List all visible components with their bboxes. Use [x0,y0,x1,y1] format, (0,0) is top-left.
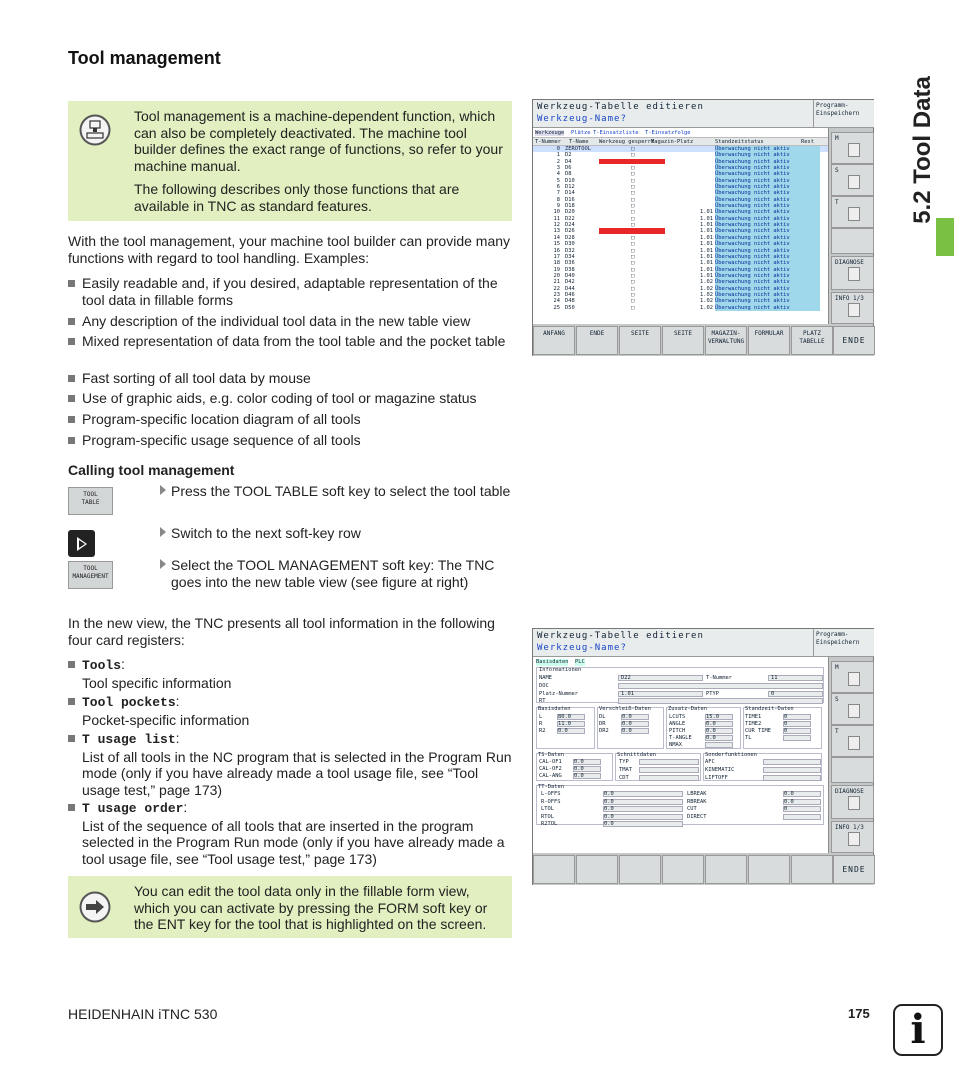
side-key-label: M [835,664,839,671]
cell-locked: □ [631,184,635,191]
cell-name: D42 [565,279,575,286]
field-label: L-OFFS [541,791,561,797]
field-value[interactable]: 0 [783,721,811,727]
cell-tnr: 21 [553,279,560,286]
cell-name: D2 [565,152,572,159]
tool-icon [848,267,860,281]
field-label: CAL-ANG [539,773,562,779]
cell-tnr: 23 [553,291,560,298]
field-value[interactable] [639,775,699,781]
cell-status: Überwachung nicht aktiv [715,235,820,241]
field-value[interactable]: 0.0 [603,814,683,820]
cell-tnr: 10 [553,209,560,216]
field-label: ANGLE [669,721,686,727]
field-label: CAL-OF1 [539,759,562,765]
screen-title: Werkzeug-Tabelle editieren [537,631,704,641]
cell-name: D48 [565,298,575,305]
softkey[interactable]: SEITE [619,326,661,355]
cell-locked: □ [631,285,635,292]
cell-name: D12 [565,184,575,191]
side-key[interactable] [831,661,874,693]
cell-name: D28 [565,234,575,241]
group-heading: TS-Daten [538,752,564,758]
tab-2[interactable]: Plätze [571,130,591,136]
cell-status: Überwachung nicht aktiv [715,222,820,228]
list-item: Fast sorting of all tool data by mouse [68,370,513,387]
cell-name: D40 [565,272,575,279]
field-value[interactable]: 0 [783,714,811,720]
tool-form-screenshot: Werkzeug-Tabelle editieren Werkzeug-Name? Programm- Einspeichern Basisdaten PLC Informationen NAME D22 T-Nummer 11 DOC Platz-Nummer 1.01 PTYP 0 RT Basisdaten Verschleiß-Daten Zusatz-Daten Standzeit-Daten L 80.0 R 11.0 R2 0.0 DL 0.0 DR 0.0 DR2 0.0 LCUTS 15.0 ANGLE 0.0 PITCH 0.0 T-ANGLE 0.0 NMAX TIME1 0 TIME2 0 CUR TIME 0 TL TS-Daten Schnittdaten Sonderfunktionen CAL-OF1 0.0 CAL-OF2 0.0 CAL-ANG 0.0 TYP TMAT CDT AFC KINEMATIC LIFTOFF TT-Daten L-OFFS 0.0 R-OFFS 0.0 LTOL 0.0 RTOL 0.0 R2TOL 0.0 LBREAK 0.0 RBREAK 0.0 CUT 0 DIRECT M S T DIAGNOSE INFO 1/3 ENDE [532,628,874,885]
cell-name: D50 [565,304,575,311]
field-value[interactable]: 0.0 [783,791,821,797]
step-2: Switch to the next soft-key row [160,525,515,542]
screen-prompt: Werkzeug-Name? [537,114,627,124]
cell-status: Überwachung nicht aktiv [715,298,820,304]
cell-tnr: 25 [553,304,560,311]
softkey[interactable]: FORMULAR [748,326,790,355]
cell-locked: □ [631,272,635,279]
new-view-text: In the new view, the TNC presents all tool information in the following four card registers: [68,615,495,648]
machine-note [68,101,512,221]
cell-locked: □ [631,152,635,159]
cell-locked: □ [631,222,635,229]
cell-tnr: 9 [556,203,560,210]
cell-tnr: 13 [553,228,560,235]
field-label: TYP [619,759,629,765]
field-value[interactable]: 0.0 [557,728,585,734]
cell-locked: □ [631,171,635,178]
field-label: TIME1 [745,714,762,720]
cell-status: Überwachung nicht aktiv [715,197,820,203]
field-value[interactable]: 11.0 [557,721,585,727]
tool-table-screenshot [532,99,874,356]
cell-name: D26 [565,228,575,235]
field-value[interactable]: 0 [783,728,811,734]
cell-name: D6 [565,165,572,172]
cell-pocket: 1.01 [700,215,713,222]
cell-pocket: 1.01 [700,260,713,267]
cell-name: D4 [565,158,572,165]
side-key-label: S [835,696,839,703]
cell-locked: □ [631,260,635,267]
step-1: Press the TOOL TABLE soft key to select the tool table [160,483,515,500]
cell-pocket: 1.01 [700,253,713,260]
cell-status: Überwachung nicht aktiv [715,216,820,222]
cell-pocket: 1.02 [700,279,713,286]
cell-name: D18 [565,203,575,210]
cell-status: Überwachung nicht aktiv [715,184,820,190]
cell-pocket: 1.01 [700,222,713,229]
list-item: Easily readable and, if you desired, adaptable representation of the tool data in fillable forms [68,275,513,308]
list-item: Any description of the individual tool data in the new table view [68,313,513,330]
screen-prompt: Werkzeug-Name? [537,643,627,653]
field-label: CUR TIME [745,728,771,734]
field-label: TMAT [619,767,632,773]
cell-status: Überwachung nicht aktiv [715,254,820,260]
tool-icon [848,736,860,750]
field-value[interactable]: 15.0 [705,714,733,720]
tool-icon [848,207,860,221]
field-label: L [539,714,543,720]
softkey[interactable]: MAGAZIN- VERWALTUNG [705,326,747,355]
cell-pocket: 1.02 [700,291,713,298]
softkey[interactable]: SEITE [662,326,704,355]
step-3: Select the TOOL MANAGEMENT soft key: The TNC goes into the new table view (see figure at right) [160,557,515,590]
side-key-label: DIAGNOSE [835,788,864,795]
cell-status: Überwachung nicht aktiv [715,146,820,152]
group-heading: Basisdaten [538,706,571,712]
side-key[interactable] [831,821,874,853]
field-label: T-ANGLE [669,735,692,741]
tool-icon [848,832,860,846]
list-item: Program-specific usage sequence of all tools [68,432,513,449]
field-label: R-OFFS [541,798,561,805]
cell-tnr: 0 [556,146,560,152]
field-value[interactable]: 0.0 [573,759,601,765]
cell-locked: □ [631,291,635,298]
register-item: Tools: Tool specific information [68,656,513,691]
field-label: RTOL [541,813,554,820]
tab-basisdaten[interactable]: Basisdaten [536,659,569,665]
cell-status: Überwachung nicht aktiv [715,159,820,165]
field-value[interactable]: 0.0 [621,714,649,720]
field-label: KINEMATIC [705,767,735,773]
locked-marker [599,228,665,234]
field-value[interactable] [763,759,821,765]
section-heading: Calling tool management [68,462,235,478]
cell-locked: □ [631,146,635,152]
tool-machine-icon [79,114,111,146]
side-key-blank[interactable] [831,757,874,783]
cell-tnr: 2 [556,158,560,165]
cell-name: D14 [565,190,575,197]
side-key[interactable] [831,164,874,196]
cell-pocket: 1.01 [700,247,713,254]
cell-tnr: 1 [556,152,560,159]
field-value[interactable]: 0.0 [603,791,683,797]
info-icon: i [893,1004,943,1056]
cell-tnr: 6 [556,184,560,191]
field-label: DL [599,714,606,720]
cell-locked: □ [631,177,635,184]
cell-tnr: 16 [553,247,560,254]
cell-status: Überwachung nicht aktiv [715,178,820,184]
field-label: LCUTS [669,714,686,720]
chapter-color-tab [936,218,954,256]
field-value[interactable] [639,759,699,765]
footer-product: HEIDENHAIN iTNC 530 [68,1006,218,1022]
field-label: R2TOL [541,821,558,827]
field-value[interactable]: 0.0 [705,728,733,734]
cell-pocket: 1.01 [700,209,713,216]
cell-tnr: 4 [556,171,560,178]
cell-status: Überwachung nicht aktiv [715,267,820,273]
cell-name: D44 [565,285,575,292]
cell-locked: □ [631,165,635,172]
register-item: T usage list: List of all tools in the NC program that is selected in the Program Run mode (only if you have already made a tool usage file, see “Tool usage test,” page 173) [68,730,513,798]
side-key-label: DIAGNOSE [835,259,864,266]
side-key-label: INFO 1/3 [835,295,864,302]
screen-title: Werkzeug-Tabelle editieren [537,102,704,112]
field-label: AFC [705,759,715,765]
cell-tnr: 20 [553,272,560,279]
group-heading: Schnittdaten [617,752,656,758]
field-value[interactable] [639,767,699,773]
field-label: LIFTOFF [705,775,728,781]
cell-tnr: 17 [553,253,560,260]
field-label: DIRECT [687,813,707,820]
cell-name: ZEROTOOL [565,146,591,152]
tab-4[interactable]: T-Einsatzfolge [645,130,691,136]
locked-marker [599,159,665,165]
register-item: Tool pockets: Pocket-specific information [68,693,513,728]
field-value[interactable] [763,775,821,781]
table-row[interactable] [533,305,828,311]
cell-tnr: 18 [553,260,560,267]
column-header[interactable]: Rest [801,139,814,145]
cell-pocket: 1.01 [700,234,713,241]
cell-status: Überwachung nicht aktiv [715,203,820,209]
cell-status: Überwachung nicht aktiv [715,152,820,158]
field-value[interactable]: 0.0 [705,735,733,741]
cell-status: Überwachung nicht aktiv [715,305,820,311]
cell-tnr: 8 [556,196,560,203]
group-heading: Standzeit-Daten [745,706,794,712]
cell-pocket: 1.02 [700,304,713,311]
cell-name: D20 [565,209,575,216]
softkey[interactable]: PLATZ TABELLE [791,326,833,355]
mode-label: Programm- Einspeichern [813,629,874,657]
side-key[interactable] [831,132,874,164]
side-key-label: T [835,728,839,735]
cell-status: Überwachung nicht aktiv [715,171,820,177]
cell-locked: □ [631,196,635,203]
cell-tnr: 12 [553,222,560,229]
list-item: Mixed representation of data from the tool table and the pocket table [68,333,513,350]
group-heading: TT-Daten [538,784,564,790]
cell-name: D30 [565,241,575,248]
field-value[interactable]: 0.0 [573,773,601,779]
cell-name: D22 [565,215,575,222]
field-value[interactable]: 0.0 [603,806,683,812]
arrow-right-icon [79,891,111,923]
field-label: DR2 [599,728,609,734]
field-label: R [539,721,543,727]
cell-name: D32 [565,247,575,254]
field-value[interactable]: 80.0 [557,714,585,720]
cell-pocket: 1.01 [700,228,713,235]
column-header[interactable]: Standzeitstatus [715,139,764,145]
tool-icon [848,796,860,810]
cell-locked: □ [631,253,635,260]
cell-tnr: 3 [556,165,560,172]
note-text-3: You can edit the tool data only in the fillable form view, which you can activate by pressing the FORM soft key or the ENT key for the tool that is highlighted on the screen. [134,883,488,932]
field-label: DR [599,721,606,727]
tool-icon [848,303,860,317]
field-value[interactable]: 0.0 [621,721,649,727]
cell-tnr: 14 [553,234,560,241]
side-key-label: M [835,135,839,142]
column-header[interactable]: T-Nummer [535,139,561,145]
ende-softkey[interactable]: ENDE [833,855,875,884]
field-label: LBREAK [687,791,707,797]
cell-pocket: 1.02 [700,298,713,305]
side-key[interactable] [831,196,874,228]
field-label: CAL-OF2 [539,766,562,772]
cell-name: D24 [565,222,575,229]
field-value[interactable]: 0.0 [603,799,683,805]
tool-management-softkey[interactable]: TOOL MANAGEMENT [68,561,113,589]
cell-locked: □ [631,279,635,286]
column-header[interactable]: T-Name [569,139,589,145]
cell-locked: □ [631,266,635,273]
field-value[interactable]: 0.0 [621,728,649,734]
cell-locked: □ [631,247,635,254]
cell-pocket: 1.01 [700,272,713,279]
field-value[interactable]: 0 [783,806,821,812]
field-label: CDT [619,775,629,781]
cell-pocket: 1.01 [700,241,713,248]
cell-status: Überwachung nicht aktiv [715,165,820,171]
side-key[interactable] [831,693,874,725]
column-header[interactable]: Magazin-Platz [651,139,694,145]
field-label: RBREAK [687,798,707,805]
field-label: NMAX [669,742,682,748]
cell-status: Überwachung nicht aktiv [715,209,820,215]
note-text-2: The following describes only those functions that are available in TNC as standard features. [134,181,460,214]
cell-status: Überwachung nicht aktiv [715,241,820,247]
list-item: Program-specific location diagram of all tools [68,411,513,428]
cell-locked: □ [631,304,635,311]
field-value[interactable] [783,735,811,741]
cell-tnr: 19 [553,266,560,273]
tool-icon [848,143,860,157]
cell-tnr: 11 [553,215,560,222]
cell-status: Überwachung nicht aktiv [715,286,820,292]
field-value[interactable]: 0.0 [783,799,821,805]
cell-tnr: 24 [553,298,560,305]
cell-tnr: 7 [556,190,560,197]
cell-locked: □ [631,190,635,197]
field-label: R2 [539,728,546,734]
side-key-blank[interactable] [831,228,874,254]
field-value[interactable]: 0.0 [705,721,733,727]
cell-status: Überwachung nicht aktiv [715,273,820,279]
cell-pocket: 1.02 [700,285,713,292]
cell-locked: □ [631,203,635,210]
cell-name: D8 [565,171,572,178]
cell-locked: □ [631,234,635,241]
tab-3[interactable]: T-Einsatzliste [593,130,639,136]
field-value[interactable] [783,814,821,820]
cell-status: Überwachung nicht aktiv [715,228,820,234]
column-header[interactable]: Werkzeug gesperrt [599,139,655,145]
cell-status: Überwachung nicht aktiv [715,260,820,266]
softkey[interactable]: ENDE [833,326,875,355]
chapter-label: 5.2 Tool Data [909,75,936,224]
side-key[interactable] [831,785,874,819]
tool-icon [848,175,860,189]
cell-status: Überwachung nicht aktiv [715,279,820,285]
cell-status: Überwachung nicht aktiv [715,248,820,254]
side-key-label: INFO 1/3 [835,824,864,831]
cell-name: D34 [565,253,575,260]
tab-plc[interactable]: PLC [575,659,585,665]
tool-icon [848,704,860,718]
cell-locked: □ [631,209,635,216]
tool-table-softkey[interactable]: TOOL TABLE [68,487,113,515]
field-label: PITCH [669,728,686,734]
page-title: Tool management [68,48,221,68]
softkey[interactable]: ANFANG [533,326,575,355]
field-label: TIME2 [745,721,762,727]
mode-label: Programm- Einspeichern [813,100,874,128]
note-text-1: Tool management is a machine-dependent function, which can also be completely deactivated. The machine tool builder defines the exact range of functions, so refer to your machine manual. [134,108,503,174]
tool-icon [848,672,860,686]
side-key-label: S [835,167,839,174]
side-key[interactable] [831,725,874,757]
field-value[interactable]: 0.0 [603,821,683,827]
side-key[interactable] [831,256,874,290]
cell-name: D16 [565,196,575,203]
field-label: TL [745,735,752,741]
page-number: 175 [848,1006,870,1021]
intro-text: With the tool management, your machine tool builder can provide many functions with regard to tool handling. Examples: [68,233,511,266]
softkey[interactable]: ENDE [576,326,618,355]
list-item: Use of graphic aids, e.g. color coding of tool or magazine status [68,390,513,407]
cell-locked: □ [631,241,635,248]
cell-name: D46 [565,291,575,298]
cell-status: Überwachung nicht aktiv [715,292,820,298]
cell-tnr: 5 [556,177,560,184]
field-label: CUT [687,806,697,812]
group-heading: Zusatz-Daten [668,706,707,712]
cell-name: D10 [565,177,575,184]
cell-name: D38 [565,266,575,273]
form-note [68,876,512,938]
field-value[interactable] [705,742,733,748]
field-value[interactable] [763,767,821,773]
group-heading: Verschleiß-Daten [599,706,651,712]
cell-tnr: 22 [553,285,560,292]
cell-status: Überwachung nicht aktiv [715,190,820,196]
field-value[interactable]: 0.0 [573,766,601,772]
group-heading: Sonderfunktionen [705,752,757,758]
tab-1[interactable]: Werkzeuge [535,130,565,136]
cell-name: D36 [565,260,575,267]
play-icon[interactable] [68,530,95,557]
side-key-label: T [835,199,839,206]
register-item: T usage order: List of the sequence of all tools that are inserted in the program selected in the Program Run mode (only if you have already made a tool usage file, see “Tool usage test,” page 173) [68,799,513,867]
cell-tnr: 15 [553,241,560,248]
cell-locked: □ [631,215,635,222]
field-label: LTOL [541,806,554,812]
cell-locked: □ [631,298,635,305]
cell-pocket: 1.01 [700,266,713,273]
side-key[interactable] [831,292,874,324]
